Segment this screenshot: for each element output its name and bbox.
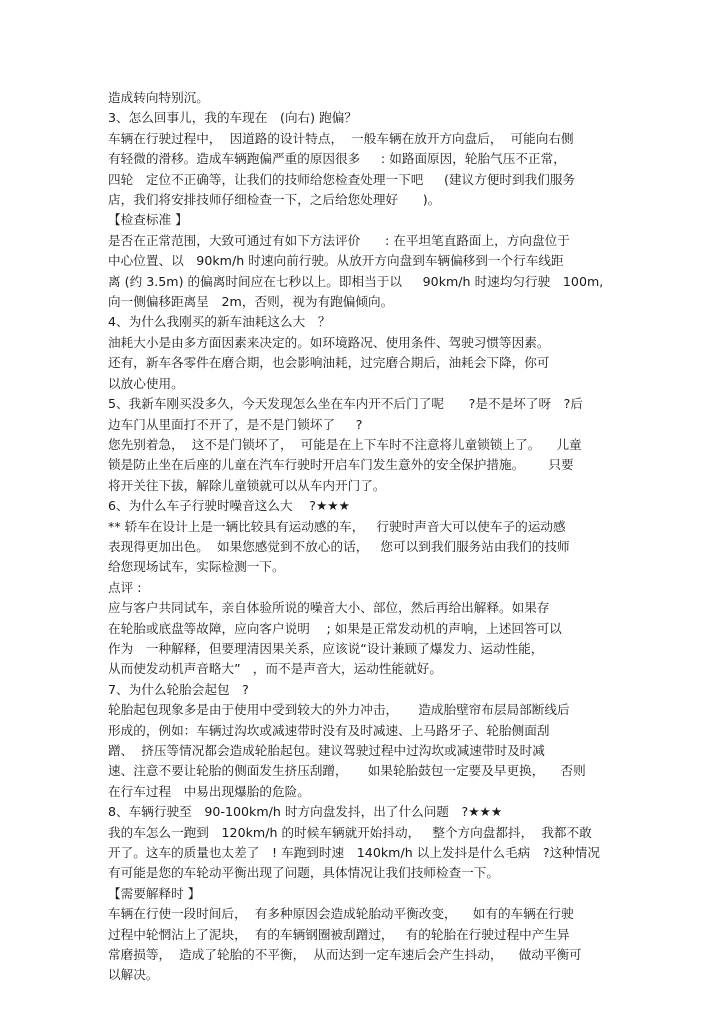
text-line: 车辆在行使一段时间后， 有多种原因会造成轮胎动平衡改变， 如有的车辆在行驶: [108, 906, 574, 922]
text-line: 表现得更加出色。 如果您感觉到不放心的话， 您可以到我们服务站由我们的技师: [108, 538, 570, 554]
text-line: 给您现场试车，实际检测一下。: [108, 559, 285, 575]
section-label: 【检查标准 】: [108, 212, 188, 228]
text-line: 店，我们将安排技师仔细检查一下，之后给您处理好 )。: [108, 192, 441, 208]
text-line: 中心位置、以 90km/h 时速向前行驶。从放开方向盘到车辆偏移到一个行车线距: [108, 253, 564, 269]
question-heading: 5、我新车刚买没多久，今天发现怎么坐在车内开不后门了呢 ?是不是坏了呀 ?后: [108, 396, 583, 412]
text-line: 轮胎起包现象多是由于使用中受到较大的外力冲击， 造成胎壁帘布层局部断线后: [108, 702, 570, 718]
document-page: [108, 88, 628, 986]
text-line: 还有，新车各零件在磨合期，也会影响油耗，过完磨合期后，油耗会下降，你可: [108, 355, 550, 371]
text-line: 油耗大小是由多方面因素来决定的。如环境路况、使用条件、驾驶习惯等因素。: [108, 334, 550, 350]
question-heading: 6、为什么车子行驶时噪音这么大 ?★★★: [108, 498, 350, 514]
question-heading: 3、怎么回事儿，我的车现在 (向右) 跑偏？: [108, 110, 357, 126]
text-line: 离 (约 3.5m) 的偏离时间应在七秒以上。即相当于以 90km/h 时速均匀行驶 100m,: [108, 273, 604, 289]
text-line: 边车门从里面打不开了，是不是门锁坏了 ?: [108, 416, 363, 432]
text-line: 在轮胎或底盘等故障，应向客户说明 ; 如果是正常发动机的声响，上述回答可以: [108, 620, 562, 636]
text-line: 四轮 定位不正确等，让我们的技师给您检查处理一下吧 (建议方便时到我们服务: [108, 171, 576, 187]
text-line: 开了。这车的质量也太差了 ! 车跑到时速 140km/h 以上发抖是什么毛病 ?这种情况: [108, 845, 601, 861]
text-line: 过程中轮惘沾上了泥块， 有的车辆钢圈被刮蹭过， 有的轮胎在行驶过程中产生异: [108, 926, 570, 942]
text-line: 速、注意不要让轮胎的侧面发生挤压刮蹭， 如果轮胎鼓包一定要及早更换， 否则: [108, 763, 586, 779]
text-line: 从而使发动机声音略大” ，而不是声音大，运动性能就好。: [108, 661, 442, 677]
text-line: 常磨损等， 造成了轮胎的不平衡， 从而达到一定车速后会产生抖动， 做动平衡可: [108, 947, 582, 963]
text-line: 蹭、 挤压等情况都会造成轮胎起包。建议驾驶过程中过沟坎或减速带时及时减: [108, 743, 545, 758]
text-line: 是否在正常范围，大致可通过有如下方法评价 : 在平坦笔直路面上，方向盘位于: [108, 232, 570, 248]
text-line: 向一侧偏移距离呈 2m，否则，视为有跑偏倾向。: [108, 294, 394, 310]
text-line: 以放心使用。: [108, 375, 184, 391]
text-line: 您先别着急， 这不是门锁坏了， 可能是在上下车时不注意将儿童锁锁上了。 儿童: [108, 436, 582, 452]
text-line: 形成的，例如：车辆过沟坎或减速带时没有及时减速、上马路牙子、轮胎侧面刮: [108, 722, 550, 738]
question-heading: 8、车辆行驶至 90-100km/h 时方向盘发抖，出了什么问题 ?★★★: [108, 804, 503, 820]
text-line: 应与客户共同试车，亲自体验所说的噪音大小、部位，然后再给出解释。如果存: [108, 600, 550, 616]
text-line: 以解决。: [108, 967, 159, 983]
text-line: 在行车过程 中易出现爆胎的危险。: [108, 783, 310, 799]
text-line: ** 轿车在设计上是一辆比较具有运动感的车， 行驶时声音大可以使车子的运动感: [108, 518, 566, 534]
text-line: 造成转向特别沉。: [108, 90, 209, 105]
section-label: 点评 :: [108, 579, 142, 595]
text-line: 有可能是您的车轮动平衡出现了问题，具体情况让我们技师检查一下。: [108, 865, 500, 881]
text-line: 有轻微的滑移。造成车辆跑偏严重的原因很多 : 如路面原因，轮胎气压不正常，: [108, 151, 566, 167]
text-line: 作为 一种解释，但要理清因果关系，应该说“设计兼顾了爆发力、运动性能，: [108, 640, 544, 656]
text-line: 将开关往下拔，解除儿童锁就可以从车内开门了。: [108, 477, 386, 493]
question-heading: 7、为什么轮胎会起包 ?: [108, 681, 249, 697]
text-line: 我的车怎么一跑到 120km/h 的时候车辆就开始抖动， 整个方向盘都抖， 我都不敢: [108, 824, 592, 840]
text-line: 车辆在行驶过程中， 因道路的设计特点， 一般车辆在放开方向盘后， 可能向右侧: [108, 130, 574, 146]
section-label: 【需要解释时 】: [108, 885, 201, 901]
question-heading: 4、为什么我刚买的新车油耗这么大 ？: [108, 314, 331, 330]
text-line: 锁是防止坐在后座的儿童在汽车行驶时开启车门发生意外的安全保护措施。 只要: [108, 457, 574, 473]
